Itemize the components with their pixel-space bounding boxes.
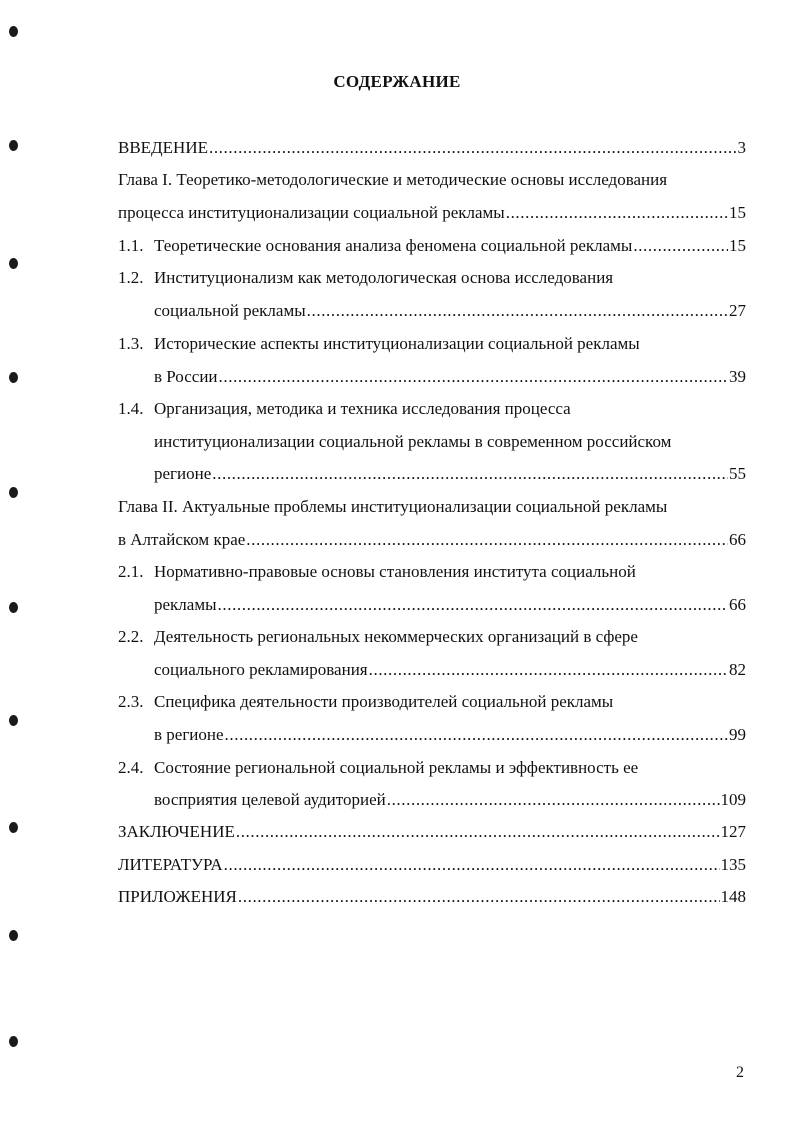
dot-leader <box>218 593 728 617</box>
dot-leader <box>633 234 728 258</box>
toc-entry-1-4[interactable] <box>0 462 794 486</box>
toc-page: 109 <box>720 790 746 809</box>
toc-text: Исторические аспекты институционализации социальной рекламы <box>154 334 640 353</box>
punch-hole <box>9 930 18 941</box>
toc-page: 39 <box>729 367 746 386</box>
toc-number: 1.2. <box>118 268 144 287</box>
toc-entry-2-1[interactable] <box>0 593 794 617</box>
toc-text: ЗАКЛЮЧЕНИЕ <box>118 822 235 841</box>
dot-leader <box>212 462 728 486</box>
toc-chapter-1-line1 <box>0 168 794 192</box>
toc-entry-2-1-line1 <box>0 560 794 584</box>
toc-page: 15 <box>729 203 746 222</box>
dot-leader <box>246 528 728 552</box>
toc-entry-2-2-line1 <box>0 625 794 649</box>
dot-leader <box>238 885 720 909</box>
toc-entry-2-3-line1 <box>0 690 794 714</box>
toc-page: 82 <box>729 660 746 679</box>
dot-leader <box>387 788 720 812</box>
toc-text: ВВЕДЕНИЕ <box>118 138 208 157</box>
toc-text: Институционализм как методологическая основа исследования <box>154 268 614 287</box>
toc-number: 2.4. <box>118 758 144 777</box>
toc-chapter-2-line1 <box>0 495 794 519</box>
toc-number: 2.3. <box>118 692 144 711</box>
toc-text: Специфика деятельности производителей социальной рекламы <box>154 692 614 711</box>
dot-leader <box>236 820 720 844</box>
toc-text: Организация, методика и техника исследования процесса <box>154 399 571 418</box>
toc-text: процесса институционализации социальной рекламы <box>118 203 505 222</box>
toc-number: 2.2. <box>118 627 144 646</box>
toc-number: 1.4. <box>118 399 144 418</box>
toc-entry-1-4-line1 <box>0 397 794 421</box>
dot-leader <box>307 299 728 323</box>
toc-entry-1-4-line2 <box>0 430 794 454</box>
toc-text: Теоретические основания анализа феномена социальной рекламы <box>154 236 633 255</box>
toc-text: ЛИТЕРАТУРА <box>118 855 223 874</box>
toc-page: 27 <box>729 301 746 320</box>
toc-page: 135 <box>720 855 746 874</box>
toc-text: восприятия целевой аудиторией <box>154 790 386 809</box>
dot-leader <box>225 723 728 747</box>
toc-number: 2.1. <box>118 562 144 581</box>
punch-hole <box>9 26 18 37</box>
toc-text: институционализации социальной рекламы в современном российском <box>154 432 672 451</box>
toc-entry-2-4-line1 <box>0 756 794 780</box>
toc-text: ПРИЛОЖЕНИЯ <box>118 887 237 906</box>
toc-text: Глава I. Теоретико-методологические и методические основы исследования <box>118 170 668 189</box>
toc-text: социального рекламирования <box>154 660 368 679</box>
toc-text: Глава II. Актуальные проблемы институционализации социальной рекламы <box>118 497 668 516</box>
toc-entry-2-2[interactable] <box>0 658 794 682</box>
dot-leader <box>506 201 728 225</box>
toc-text: рекламы <box>154 595 217 614</box>
toc-entry-ch1[interactable] <box>0 201 794 225</box>
toc-text: в России <box>154 367 218 386</box>
page-title: СОДЕРЖАНИЕ <box>333 72 461 91</box>
toc-page: 15 <box>729 236 746 255</box>
toc-entry-intro[interactable] <box>0 136 794 160</box>
toc-entry-1-3-line1 <box>0 332 794 356</box>
page-number: 2 <box>736 1064 744 1081</box>
toc-number: 1.3. <box>118 334 144 353</box>
toc-entry-1-1[interactable] <box>0 234 794 258</box>
toc-text: в Алтайском крае <box>118 530 246 549</box>
toc-entry-1-2-line1 <box>0 266 794 290</box>
toc-text: социальной рекламы <box>154 301 306 320</box>
toc-text: Деятельность региональных некоммерческих организаций в сфере <box>154 627 638 646</box>
toc-text: регионе <box>154 464 212 483</box>
punch-hole <box>9 1036 18 1047</box>
toc-page: 3 <box>737 138 746 157</box>
toc-page: 127 <box>720 822 746 841</box>
toc-entry-1-3[interactable] <box>0 365 794 389</box>
toc-entry-2-3[interactable] <box>0 723 794 747</box>
toc-text: Состояние региональной социальной рекламы и эффективность ее <box>154 758 639 777</box>
toc-page: 66 <box>729 595 746 614</box>
toc-text: в регионе <box>154 725 224 744</box>
dot-leader <box>209 136 737 160</box>
toc-entry-1-2[interactable] <box>0 299 794 323</box>
toc-text: Нормативно-правовые основы становления института социальной <box>154 562 636 581</box>
dot-leader <box>219 365 728 389</box>
toc-number: 1.1. <box>118 236 144 255</box>
toc-entry-2-4[interactable] <box>0 788 794 812</box>
toc-page: 148 <box>720 887 746 906</box>
toc-entry-ch2[interactable] <box>0 528 794 552</box>
dot-leader <box>224 853 720 877</box>
toc-page: 99 <box>729 725 746 744</box>
toc-page: 55 <box>729 464 746 483</box>
toc-entry-conclusion[interactable] <box>0 820 794 844</box>
toc-entry-appendix[interactable] <box>0 885 794 909</box>
toc-entry-literature[interactable] <box>0 853 794 877</box>
toc-page: 66 <box>729 530 746 549</box>
dot-leader <box>369 658 728 682</box>
